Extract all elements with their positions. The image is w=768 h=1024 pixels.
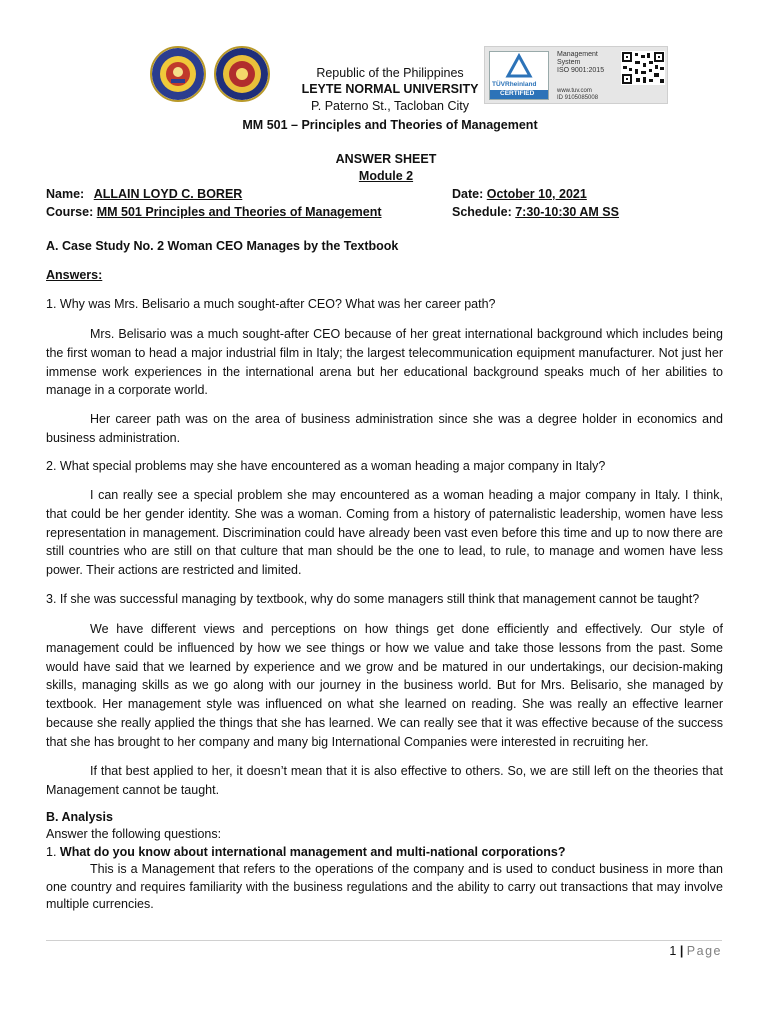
- section-a-heading: A. Case Study No. 2 Woman CEO Manages by the Textbook: [46, 239, 399, 253]
- name-label: Name:: [46, 187, 85, 201]
- section-b-instruction: Answer the following questions:: [46, 827, 222, 841]
- leyte-normal-university-seal-icon: [150, 46, 206, 102]
- answer-sheet-title: ANSWER SHEET: [335, 152, 437, 166]
- tuv-triangle-icon: [489, 51, 549, 100]
- university-address: P. Paterno St., Tacloban City: [311, 99, 469, 113]
- iso-standard: ISO 9001:2015: [557, 67, 605, 74]
- course-title: MM 501 – Principles and Theories of Management: [242, 118, 538, 132]
- tuv-brand: TÜVRheinland: [492, 81, 537, 88]
- name-value: ALLAIN LOYD C. BORER: [93, 187, 243, 201]
- management-system-line2: System: [557, 59, 581, 66]
- module-label: Module 2: [358, 169, 414, 183]
- course-value: MM 501 Principles and Theories of Management: [96, 205, 382, 219]
- course-label: Course:: [46, 205, 94, 219]
- management-system-line1: Management: [557, 51, 598, 58]
- university-name: LEYTE NORMAL UNIVERSITY: [301, 82, 479, 96]
- question-a3: 3. If she was successful managing by textbook, why do some managers still think that management cannot be taught?: [46, 592, 700, 606]
- tuv-id: ID 9105085008: [557, 95, 599, 101]
- schedule-label: Schedule:: [452, 205, 512, 219]
- question-a1: 1. Why was Mrs. Belisario a much sought-after CEO? What was her career path?: [46, 297, 496, 311]
- section-b-heading: B. Analysis: [46, 810, 113, 824]
- answer-a3-paragraph-2: If that best applied to her, it doesn’t mean that it is also effective to others. So, we are still left on the theories that Management cannot be taught.: [46, 764, 723, 797]
- footer-divider: [46, 940, 722, 941]
- page-number: 1 | Page: [669, 944, 722, 958]
- tuv-certified-label: CERTIFIED: [500, 90, 535, 97]
- question-a2: 2. What special problems may she have encountered as a woman heading a major company in Italy?: [46, 459, 606, 473]
- date-value: October 10, 2021: [486, 187, 587, 201]
- answer-b1-paragraph-1: This is a Management that refers to the operations of the company and is used to conduct business in more than one country and requires familiarity with the business regulations and the ability to carry out transactions that may involve multiple currencies.: [46, 862, 723, 911]
- country-line: Republic of the Philippines: [316, 66, 464, 80]
- answer-a3-paragraph-1: We have different views and perceptions on how things get done efficiently and effectively. Our style of management could be influenced by how we see things or how we value and take those lessons from the past. Some would have said that we learned by experience and we grow and be matured in our undertakings, our decision-making skills, managing skills as we go along with our journey in the business world. But for Mrs. Belisario, she managed by textbook. Her management style was influenced on what she learned on reading. She was really an effective learner because she really applied the things that she has learned. We can really see that it was effective because of the success that she has brought to her company and many big International Companies were interested in recruiting her.: [46, 622, 723, 749]
- answer-a1-paragraph-1: Mrs. Belisario was a much sought-after CEO because of her great international background which includes being the first woman to head a major industrial film in Italy; the largest telecommunication equipment manufacturer. Not just her immense work experiences in the international arena but her educational background speaks much of her abilities to manage in a corporate world.: [46, 327, 723, 398]
- date-row: [452, 187, 722, 202]
- answer-a1-paragraph-2: Her career path was on the area of business administration since she was a degree holder in economics and business administration.: [46, 412, 723, 445]
- date-label: Date:: [452, 187, 484, 201]
- qr-code-icon: [621, 51, 665, 85]
- answers-label: Answers:: [46, 268, 103, 282]
- schedule-row: [452, 205, 722, 220]
- question-b1: 1. What do you know about international management and multi-national corporations?: [46, 845, 566, 859]
- tuv-url: www.tuv.com: [557, 88, 592, 94]
- certification-badge: [484, 46, 668, 104]
- schedule-value: 7:30-10:30 AM SS: [515, 205, 619, 219]
- answer-a2-paragraph-1: I can really see a special problem she may encountered as a woman heading a major company in Italy. I think, that could be her gender identity. She was a woman. Coming from a history of paternalistic leadership, women have less representation in management. Discrimination could have already been vast even before this time and up to now there are still countries who are still on that culture that man should be the one to lead, to rule, to manage and women have less power. Their actions are restricted and limited.: [46, 488, 723, 578]
